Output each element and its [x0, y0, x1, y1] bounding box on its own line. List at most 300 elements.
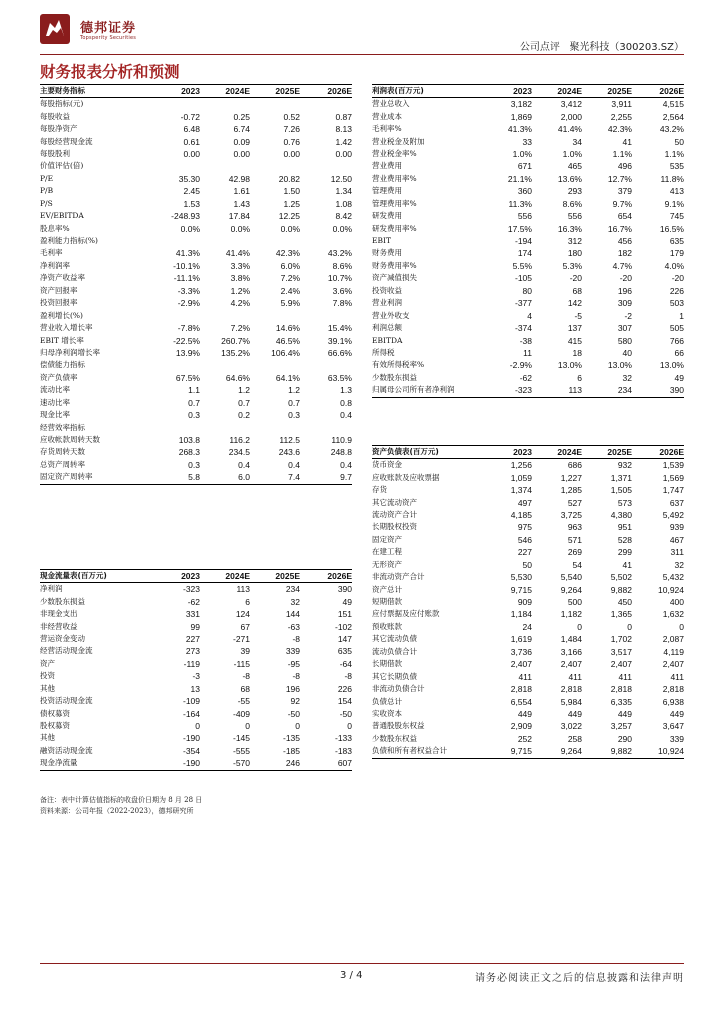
cell-value: 135.2%	[221, 347, 250, 358]
cell-value: 63.5%	[327, 372, 352, 383]
cell-value: 766	[669, 335, 684, 346]
cell-value: 411	[670, 671, 684, 682]
cell-value: 43.2%	[659, 124, 684, 135]
table-row	[372, 297, 684, 309]
cell-value: 8.13	[335, 124, 352, 135]
cell-value: 174	[517, 248, 532, 259]
year-header: 2025E	[582, 85, 632, 98]
cell-value: 0	[295, 721, 300, 732]
cell-value: 24	[522, 621, 532, 632]
row-label: 非流动负债合计	[372, 684, 425, 694]
cell-value: 9,264	[532, 745, 582, 758]
cell-value: 1.50	[283, 186, 300, 197]
cell-value: -5	[574, 310, 582, 321]
table-row	[40, 347, 352, 359]
cell-value: 1,227	[560, 472, 582, 483]
row-label: 每股指标(元)	[40, 99, 84, 109]
table-row	[372, 546, 684, 558]
cell-value: 50	[674, 136, 684, 147]
cell-value: 6.0	[200, 471, 250, 484]
cell-value: 339	[285, 646, 300, 657]
cell-value: 2,087	[662, 634, 684, 645]
row-label: 净利润	[40, 584, 63, 594]
cell-value: 0.00	[183, 148, 200, 159]
cell-value	[300, 160, 352, 172]
cell-value: 2.45	[183, 186, 200, 197]
cell-value: 227	[185, 633, 200, 644]
balance-sheet-table	[372, 445, 684, 759]
row-label: 每股经营现金流	[40, 136, 93, 146]
row-label: 有效所得税率%	[372, 360, 425, 370]
cell-value: 1.61	[233, 186, 250, 197]
cell-value: 527	[567, 497, 582, 508]
cell-value: 13.0%	[659, 360, 684, 371]
table-row	[40, 285, 352, 297]
row-label: 资产回报率	[40, 285, 78, 295]
cell-value: 449	[567, 708, 582, 719]
table-row	[372, 384, 684, 397]
cell-value: 307	[617, 323, 632, 334]
cell-value: 360	[517, 186, 532, 197]
row-label: 财务费用率%	[372, 260, 417, 270]
cell-value: 1.34	[335, 186, 352, 197]
row-label: 盈利增长(%)	[40, 310, 83, 320]
cell-value: 42.3%	[275, 248, 300, 259]
cell-value: 654	[617, 211, 632, 222]
cell-value: -135	[282, 733, 300, 744]
row-label: 流动负债合计	[372, 646, 417, 656]
row-label: 负债总计	[372, 696, 402, 706]
row-label: 货币资金	[372, 460, 402, 470]
row-label: 其它流动资产	[372, 497, 417, 507]
table-row	[40, 471, 352, 484]
cell-value: 400	[669, 597, 684, 608]
cell-value: -374	[514, 323, 532, 334]
cell-value: 1.53	[183, 198, 200, 209]
cell-value	[150, 421, 200, 433]
row-label: 总资产周转率	[40, 459, 85, 469]
cell-value: 449	[517, 708, 532, 719]
table-row	[372, 110, 684, 122]
year-header: 2026E	[300, 85, 352, 98]
cell-value: 6.48	[183, 124, 200, 135]
row-label: 普通股股东权益	[372, 721, 425, 731]
row-label: 净利润率	[40, 260, 70, 270]
cell-value: 3.8%	[230, 273, 250, 284]
cell-value: 1.25	[283, 198, 300, 209]
cell-value: 1,484	[560, 634, 582, 645]
cell-value: -10.1%	[173, 260, 200, 271]
row-label: 少数股东损益	[372, 372, 417, 382]
table-title: 资产负债表(百万元)	[372, 446, 482, 459]
row-label: 其它长期负债	[372, 671, 417, 681]
table-row	[372, 135, 684, 147]
cell-value: 2,407	[662, 659, 684, 670]
cell-value: 0.0%	[180, 223, 200, 234]
cell-value: 0.4	[340, 410, 352, 421]
row-label: 应收帐款周转天数	[40, 435, 100, 445]
cell-value: 3.3%	[230, 260, 250, 271]
cell-value: 13.0%	[607, 360, 632, 371]
table-row	[372, 334, 684, 346]
row-label: 财务费用	[372, 248, 402, 258]
row-label: 营运资金变动	[40, 633, 85, 643]
cell-value: 3.6%	[332, 285, 352, 296]
cell-value	[200, 421, 250, 433]
table-title: 现金流量表(百万元)	[40, 570, 150, 583]
row-label: 实收资本	[372, 708, 402, 718]
cell-value: 1,539	[662, 460, 684, 471]
cell-value: 1,184	[510, 609, 532, 620]
cell-value	[250, 421, 300, 433]
year-header: 2024E	[532, 85, 582, 98]
note-line: 备注：表中计算估值指标的收盘价日期为 8 月 28 日	[40, 796, 203, 804]
cell-value: -555	[232, 745, 250, 756]
cell-value: 1,569	[662, 472, 684, 483]
cell-value: 151	[337, 609, 352, 620]
row-label: 其他	[40, 733, 55, 743]
table-row	[40, 732, 352, 744]
cell-value	[150, 98, 200, 111]
cell-value: -2	[624, 310, 632, 321]
cell-value: 0.8	[340, 397, 352, 408]
doc-type: 公司点评	[519, 42, 560, 53]
cell-value: 92	[290, 696, 300, 707]
cell-value: -38	[519, 335, 532, 346]
cell-value: -3.3%	[177, 285, 200, 296]
table-row	[40, 757, 352, 770]
cell-value: 7.26	[283, 124, 300, 135]
table-row	[40, 359, 352, 371]
cell-value: 4,185	[510, 509, 532, 520]
cell-value: -20	[619, 273, 632, 284]
cell-value: 1.2	[288, 385, 300, 396]
cell-value: 0.52	[283, 111, 300, 122]
table-row	[372, 235, 684, 247]
cell-value: 456	[617, 236, 632, 247]
cell-value: 0.7	[238, 397, 250, 408]
cell-value: 32	[674, 559, 684, 570]
table-row	[372, 322, 684, 334]
cell-value: 66	[674, 347, 684, 358]
table-row	[372, 621, 684, 633]
row-label: 固定资产周转率	[40, 471, 150, 484]
row-label: 价值评估(倍)	[40, 161, 84, 171]
cell-value: 67.5%	[175, 372, 200, 383]
table-row	[40, 260, 352, 272]
cell-value: 54	[572, 559, 582, 570]
table-row	[40, 720, 352, 732]
table-row	[40, 695, 352, 707]
cell-value: 68	[572, 285, 582, 296]
cell-value: 503	[669, 298, 684, 309]
logo-text-en: Topsperity Securities	[80, 35, 137, 41]
table-row	[372, 571, 684, 583]
row-label: 存货	[372, 485, 387, 495]
cell-value: 1,619	[510, 634, 532, 645]
cell-value: 3,166	[560, 646, 582, 657]
cell-value: 2,909	[510, 721, 532, 732]
row-label: 现金比率	[40, 410, 70, 420]
cell-value: 9.7	[300, 471, 352, 484]
cell-value: 3,257	[610, 721, 632, 732]
table-row	[40, 185, 352, 197]
cell-value: 234.5	[228, 447, 250, 458]
table-header-row	[40, 570, 352, 583]
year-header: 2023	[150, 85, 200, 98]
row-label: 其它流动负债	[372, 634, 417, 644]
logo-emblem-icon	[40, 14, 70, 44]
cell-value: 99	[190, 621, 200, 632]
section-title: 财务报表分析和预测	[40, 62, 180, 81]
cell-value: 5.9%	[280, 298, 300, 309]
cell-value: 556	[517, 211, 532, 222]
cell-value: 0.00	[283, 148, 300, 159]
cell-value: 0.3	[188, 459, 200, 470]
cell-value: 110.9	[331, 435, 352, 446]
cell-value: 147	[337, 633, 352, 644]
row-label: EBIT	[372, 236, 391, 246]
cell-value: 0	[245, 721, 250, 732]
cell-value: 269	[567, 547, 582, 558]
cell-value: 1.2	[238, 385, 250, 396]
row-label: 速动比率	[40, 397, 70, 407]
cell-value: 18	[572, 347, 582, 358]
cell-value: 637	[669, 497, 684, 508]
cell-value: 299	[617, 547, 632, 558]
cash-flow-table	[40, 569, 352, 771]
table-row	[372, 708, 684, 720]
cell-value: 252	[517, 733, 532, 744]
logo-text-cn: 德邦证券	[80, 21, 137, 36]
table-row	[372, 210, 684, 222]
cell-value: 2,407	[560, 659, 582, 670]
cell-value: -377	[514, 298, 532, 309]
cell-value	[250, 309, 300, 321]
cell-value: 248.8	[330, 447, 352, 458]
cell-value: -109	[182, 696, 200, 707]
row-label: 归属母公司所有者净利润	[372, 384, 482, 397]
row-label: P/B	[40, 186, 54, 196]
cell-value: 8.42	[335, 211, 352, 222]
cell-value: 1,702	[610, 634, 632, 645]
row-label: 盈利能力指标(%)	[40, 236, 98, 246]
table-row	[40, 459, 352, 471]
table-row	[372, 646, 684, 658]
cell-value: 41.3%	[507, 124, 532, 135]
cell-value: 9,264	[560, 584, 582, 595]
cell-value: 467	[669, 534, 684, 545]
cell-value: 1,505	[610, 485, 632, 496]
cell-value: 0.4	[288, 459, 300, 470]
cell-value: 546	[517, 534, 532, 545]
cell-value: 1,285	[560, 485, 582, 496]
table-row	[372, 683, 684, 695]
cell-value: 113	[236, 584, 250, 595]
year-header: 2024E	[200, 85, 250, 98]
cell-value: 3,647	[662, 721, 684, 732]
cell-value: 0.3	[188, 410, 200, 421]
row-label: 投资回报率	[40, 298, 78, 308]
cell-value: 124	[235, 609, 250, 620]
cell-value: 196	[617, 285, 632, 296]
cell-value: 0.3	[288, 410, 300, 421]
cell-value: 573	[617, 497, 632, 508]
cell-value: 4,380	[610, 509, 632, 520]
cell-value: 3,725	[560, 509, 582, 520]
cell-value: 9,715	[482, 745, 532, 758]
cell-value: 686	[567, 460, 582, 471]
table-row	[372, 559, 684, 571]
row-label: 利润总额	[372, 323, 402, 333]
year-header: 2025E	[582, 446, 632, 459]
cell-value: 226	[669, 285, 684, 296]
cell-value: 0	[347, 721, 352, 732]
year-header: 2023	[482, 446, 532, 459]
cell-value: 1,632	[662, 609, 684, 620]
cell-value: -8	[292, 633, 300, 644]
cell-value: 273	[185, 646, 200, 657]
cell-value: 41	[622, 559, 632, 570]
cell-value: 1,365	[610, 609, 632, 620]
cell-value: -183	[334, 745, 352, 756]
row-label: 股息率%	[40, 223, 70, 233]
table-row	[40, 247, 352, 259]
table-row	[372, 633, 684, 645]
cell-value	[300, 98, 352, 111]
cell-value: -62	[187, 596, 200, 607]
cell-value: 43.2%	[327, 248, 352, 259]
cell-value: 6,335	[610, 696, 632, 707]
table-row	[372, 496, 684, 508]
cell-value	[250, 359, 300, 371]
table-row	[372, 173, 684, 185]
table-row	[372, 260, 684, 272]
cell-value: 0.0%	[280, 223, 300, 234]
table-header-row	[372, 446, 684, 459]
cell-value: 196	[285, 683, 300, 694]
cell-value: -8	[292, 671, 300, 682]
cell-value: 4.7%	[612, 260, 632, 271]
row-label: 资产总计	[372, 584, 402, 594]
cell-value: 2,818	[560, 684, 582, 695]
row-label: 长期借款	[372, 659, 402, 669]
cell-value: 3,412	[560, 99, 582, 110]
cell-value: 16.3%	[557, 223, 582, 234]
row-label: 负债和所有者权益合计	[372, 745, 482, 758]
table-header-row	[372, 85, 684, 98]
cell-value	[200, 359, 250, 371]
cell-value: 226	[337, 683, 352, 694]
table-row	[40, 583, 352, 596]
cell-value: 3,182	[510, 99, 532, 110]
row-label: 研发费用	[372, 211, 402, 221]
cell-value: -2.9%	[177, 298, 200, 309]
row-label: 短期借款	[372, 597, 402, 607]
cell-value: 234	[582, 384, 632, 397]
cell-value: 415	[567, 335, 582, 346]
cell-value: 2,407	[610, 659, 632, 670]
cell-value: 390	[337, 584, 352, 595]
table-row	[40, 397, 352, 409]
cell-value: 9.1%	[664, 198, 684, 209]
cell-value: 5,492	[662, 509, 684, 520]
row-label: 少数股东权益	[372, 733, 417, 743]
table-row	[372, 459, 684, 472]
cell-value: 2,000	[560, 111, 582, 122]
cell-value: 66.6%	[327, 347, 352, 358]
cell-value: 12.7%	[607, 173, 632, 184]
cell-value: 11.3%	[508, 198, 532, 209]
cell-value: -145	[232, 733, 250, 744]
cell-value: 411	[568, 671, 582, 682]
table-row	[40, 421, 352, 433]
cell-value: 0.00	[335, 148, 352, 159]
table-row	[40, 173, 352, 185]
cell-value: 2,818	[510, 684, 532, 695]
row-label: 经营效率指标	[40, 422, 85, 432]
cell-value: -190	[150, 757, 200, 770]
cell-value: 227	[517, 547, 532, 558]
cell-value	[200, 98, 250, 111]
cell-value: 80	[522, 285, 532, 296]
table-row	[372, 359, 684, 371]
cell-value: 246	[250, 757, 300, 770]
cell-value: 1,059	[510, 472, 532, 483]
row-label: 偿债能力指标	[40, 360, 85, 370]
row-label: 营业税金率%	[372, 148, 417, 158]
cell-value: 607	[300, 757, 352, 770]
cell-value: -63	[287, 621, 300, 632]
cell-value: 144	[285, 609, 300, 620]
cell-value: 0.25	[233, 111, 250, 122]
cell-value: 13.6%	[557, 173, 582, 184]
cell-value: 10,924	[658, 584, 684, 595]
cell-value: 16.7%	[607, 223, 632, 234]
cell-value: 0	[627, 621, 632, 632]
table-row	[40, 384, 352, 396]
row-label: 归母净利润增长率	[40, 347, 100, 357]
cell-value: 5.8	[150, 471, 200, 484]
row-label: 管理费用	[372, 186, 402, 196]
table-row	[40, 235, 352, 247]
table-row	[40, 160, 352, 172]
row-label: 所得税	[372, 347, 395, 357]
cell-value: 6,938	[662, 696, 684, 707]
table-row	[40, 683, 352, 695]
cell-value: 1.3	[340, 385, 352, 396]
cell-value: 0	[195, 721, 200, 732]
cell-value: 12.50	[330, 173, 352, 184]
row-label: 债权募资	[40, 708, 70, 718]
cell-value: 49	[674, 372, 684, 383]
cell-value: 42.98	[228, 173, 250, 184]
row-label: 股权募资	[40, 721, 70, 731]
row-label: EV/EBITDA	[40, 211, 84, 221]
cell-value: 7.2%	[280, 273, 300, 284]
cell-value: 234	[285, 584, 300, 595]
cell-value: 671	[517, 161, 532, 172]
cell-value: 0.61	[183, 136, 200, 147]
cell-value: 0.76	[283, 136, 300, 147]
row-label: 每股收益	[40, 111, 70, 121]
cell-value: 2,818	[662, 684, 684, 695]
cell-value: 3,736	[510, 646, 532, 657]
table-row	[372, 160, 684, 172]
cell-value: 411	[618, 671, 632, 682]
cell-value: -354	[182, 745, 200, 756]
cell-value: 12.25	[278, 211, 300, 222]
